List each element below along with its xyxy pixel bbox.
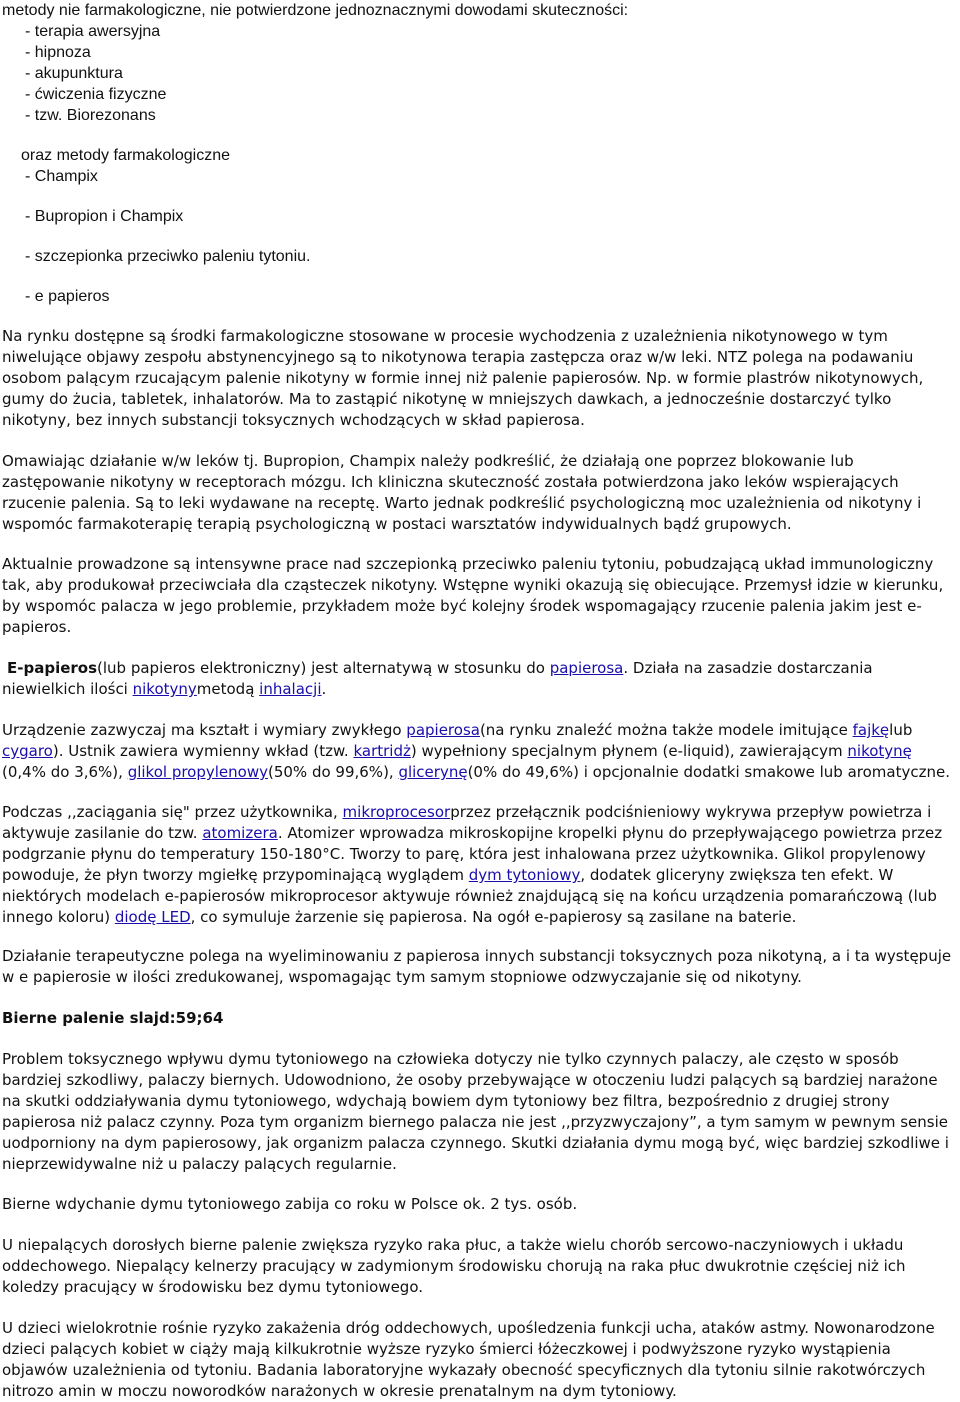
paragraph-device [2, 720, 960, 783]
text-span: ) wypełniony specjalnym płynem (e-liquid), zawierającym [410, 742, 848, 760]
link-kartridz[interactable]: kartridż [353, 742, 411, 760]
section-heading-passive-smoking: Bierne palenie slajd:59;64 [2, 1009, 224, 1027]
text-span: lub [889, 721, 913, 739]
text-span: Podczas ,,zaciągania się" przez użytkownika, [2, 803, 343, 821]
paragraph-passive-4: U dzieci wielokrotnie rośnie ryzyko zakażenia dróg oddechowych, upośledzenia funkcji ucha, ataków astmy. Nowonarodzone dzieci palących kobiet w ciąży mają kilkukrotnie wyższe ryzyko śmierci łóżeczkowej i podwyższone ryzyko wystąpienia objawów uzależnienia od tytoniu. Badania laboratoryjne wykazały obecność specyficznych dla tytoniu silnie rakotwórczych nitrozo amin w moczu noworodków narażonych w okresie prenatalnym na dym tytoniowy. [2, 1319, 935, 1400]
link-nikotyne[interactable]: nikotynę [847, 742, 912, 760]
link-nikotyny[interactable]: nikotyny [132, 680, 197, 698]
link-papierosa[interactable]: papierosa [406, 721, 480, 739]
text-span: (na rynku znaleźć można także modele imitujące [479, 721, 853, 739]
text-span: . Działa na zasadzie dostarczania niewielkich ilości [2, 659, 873, 698]
text-span: (0,4% do 3,6%), [2, 763, 128, 781]
paragraph-ntz: Na rynku dostępne są środki farmakologiczne stosowane w procesie wychodzenia z uzależnienia nikotynowego w tym niwelujące objawy zespołu abstynencyjnego są to nikotynowa terapia zastępcza oraz w/w leki. NTZ polega na podawaniu osobom palącym rzucającym palenie nikotyny w formie innej niż palenie papierosów. Np. w formie plastrów nikotynowych, gumy do żucia, tabletek, inhalatorów. Ma to zastąpić nikotynę w mniejszych dawkach, a jednocześnie dostarczyć tylko nikotyny, bez innych substancji toksycznych wchodzących w skład papierosa. [2, 327, 924, 429]
link-glikol-propylenowy[interactable]: glikol propylenowy [127, 763, 268, 781]
paragraph-vaccine: Aktualnie prowadzone są intensywne prace nad szczepionką przeciwko paleniu tytoniu, pobudzającą układ immunologiczny tak, aby produkował przeciwciała dla cząsteczek nikotyny. Wstępne wyniki okazują się obiecujące. Przemysł idzie w kierunku, by wspomóc palacza w jego problemie, przykładem może być kolejny środek wspomagający rzucenie palenia jakim jest e-papieros. [2, 555, 944, 636]
link-cygaro[interactable]: cygaro [2, 742, 53, 760]
list-item: - ćwiczenia fizyczne [25, 86, 167, 103]
ecig-term: E-papieros [7, 659, 98, 677]
list-item: - terapia awersyjna [25, 23, 161, 40]
paragraph-passive-3: U niepalących dorosłych bierne palenie zwiększa ryzyko raka płuc, a także wielu chorób sercowo-naczyniowych i układu oddechowego. Niepalący kelnerzy pracujący w zadymionym środowisku chorują na raka płuc dwukrotnie częściej niż ich koledzy pracujący w środowisku bez dymu tytoniowego. [2, 1236, 906, 1296]
list-item: - tzw. Biorezonans [25, 107, 156, 124]
link-atomizera[interactable]: atomizera [202, 824, 278, 842]
text-span: . Atomizer wprowadza mikroskopijne kropelki płynu do przepływającego powietrza przez podgrzanie płynu do temperatury 150-180°C. Tworzy to parę, która jest inhalowana przez użytkownika. Glikol propylenowy powoduje, że płyn tworzy mgiełkę przypominającą wyglądem [2, 824, 943, 884]
paragraph-bupropion: Omawiając działanie w/w leków tj. Bupropion, Champix należy podkreślić, że działają one poprzez blokowanie lub zastępowanie nikotyny w receptorach mózgu. Ich kliniczna skuteczność została potwierdzona jako leków wspierających rzucenie palenia. Są to leki wydawane na receptę. Warto jednak podkreślić psychologiczną moc uzależnienia od nikotyny i wspomóc farmakoterapię terapią psychologiczną w postaci warsztatów indywidualnych bądź grupowych. [2, 452, 922, 533]
link-dioda-led[interactable]: diodę LED [114, 908, 191, 926]
list-item: - e papieros [25, 288, 110, 305]
pharma-heading: oraz metody farmakologiczne [21, 147, 230, 164]
text-span: , dodatek gliceryny zwiększa ten efekt. W niektórych modelach e-papierosów mikroprocesor aktywuje również znajdującą się na końcu urządzenia pomarańczową (lub innego koloru) [2, 866, 937, 926]
link-inhalacji[interactable]: inhalacji [259, 680, 322, 698]
link-gliceryne[interactable]: glicerynę [398, 763, 468, 781]
list-item: - szczepionka przeciwko paleniu tytoniu. [25, 248, 311, 265]
text-span: . [321, 680, 327, 698]
link-dym-tytoniowy[interactable]: dym tytoniowy [468, 866, 581, 884]
text-span: metodą [196, 680, 260, 698]
paragraph-passive-1: Problem toksycznego wpływu dymu tytoniowego na człowieka dotyczy nie tylko czynnych palaczy, ale często w sposób bardziej szkodliwy, palaczy biernych. Udowodniono, że osoby przebywające w otoczeniu ludzi palących są bardziej narażone na skutki oddziaływania dymu tytoniowego, wdychają bowiem dym tytoniowy bez filtra, bezpośrednio z drugiej strony papierosa niż palacz czynny. Poza tym organizm biernego palacza nie jest ,,przyzwyczajony”, a tym samym w pewnym sensie uodporniony na dym papierosowy, jak organizm palacza czynnego. Skutki działania dymu mogą być, więc bardziej szkodliwe i nieprzewidywalne niż u palaczy palących regularnie. [2, 1050, 949, 1173]
text-span: przez przełącznik podciśnieniowy wykrywa przepływ powietrza i aktywuje zasilanie do tzw. [2, 803, 932, 842]
paragraph-therapeutic: Działanie terapeutyczne polega na wyeliminowaniu z papierosa innych substancji toksycznych poza nikotyną, a i ta występuje w e papierosie w ilości zredukowanej, wspomagając tym samym stopniowe odzwyczajanie się od nikotyny. [2, 947, 952, 986]
text-span: (0% do 49,6%) i opcjonalnie dodatki smakowe lub aromatyczne. [467, 763, 950, 781]
list-item: - hipnoza [25, 44, 91, 61]
non-pharma-list [25, 21, 166, 126]
paragraph-ecig-definition [2, 658, 960, 700]
link-papierosa[interactable]: papierosa [549, 659, 624, 677]
list-item: - akupunktura [25, 65, 123, 82]
paragraph-passive-2: Bierne wdychanie dymu tytoniowego zabija co roku w Polsce ok. 2 tys. osób. [2, 1195, 578, 1213]
list-item: - Bupropion i Champix [25, 208, 184, 225]
text-span: , co symuluje żarzenie się papierosa. Na ogół e-papierosy są zasilane na baterie. [190, 908, 797, 926]
list-item: - Champix [25, 168, 98, 185]
text-span: ). Ustnik zawiera wymienny wkład (tzw. [52, 742, 354, 760]
link-mikroprocesor[interactable]: mikroprocesor [342, 803, 451, 821]
link-fajke[interactable]: fajkę [852, 721, 890, 739]
text-span: (50% do 99,6%), [267, 763, 399, 781]
paragraph-inhalation [2, 802, 960, 928]
text-span: Urządzenie zazwyczaj ma kształt i wymiary zwykłego [2, 721, 407, 739]
methods-heading: metody nie farmakologiczne, nie potwierdzone jednoznacznymi dowodami skuteczności: [2, 2, 629, 19]
text-span: (lub papieros elektroniczny) jest alternatywą w stosunku do [97, 659, 550, 677]
